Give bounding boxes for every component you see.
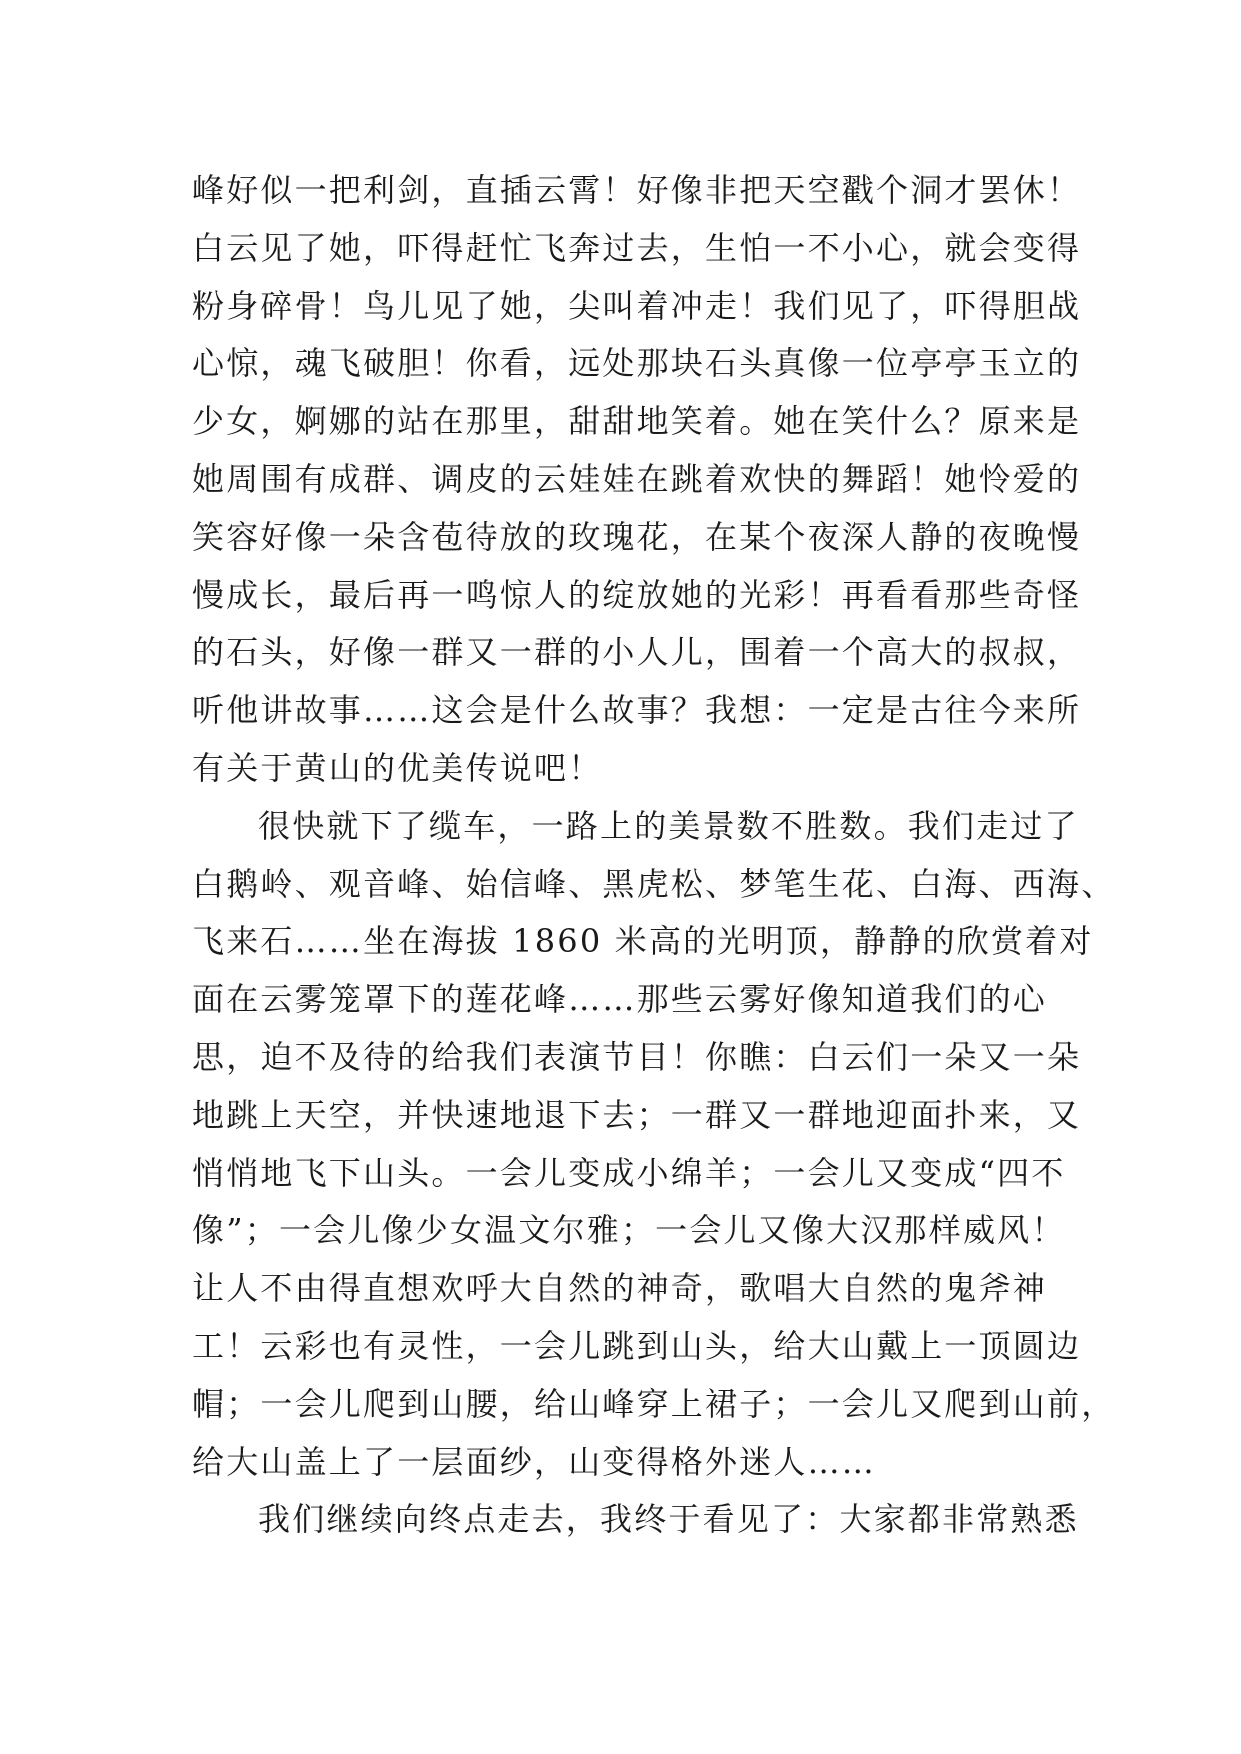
- text-line: 白鹅岭、观音峰、始信峰、黑虎松、梦笔生花、白海、西海、: [192, 864, 1116, 903]
- text-line: 慢成长，最后再一鸣惊人的绽放她的光彩！再看看那些奇怪: [192, 575, 1082, 614]
- text-line: 我们继续向终点走去，我终于看见了：大家都非常熟悉: [258, 1500, 1079, 1539]
- text-line: 思，迫不及待的给我们表演节目！你瞧：白云们一朵又一朵: [192, 1037, 1082, 1076]
- text-line: 笑容好像一朵含苞待放的玫瑰花，在某个夜深人静的夜晚慢: [192, 517, 1082, 556]
- text-line: 听他讲故事……这会是什么故事？我想：一定是古往今来所: [192, 691, 1082, 730]
- text-line: 她周围有成群、调皮的云娃娃在跳着欢快的舞蹈！她怜爱的: [192, 459, 1082, 498]
- text-line: 有关于黄山的优美传说吧！: [192, 748, 603, 787]
- text-line: 给大山盖上了一层面纱，山变得格外迷人……: [192, 1442, 877, 1481]
- text-line: 悄悄地飞下山头。一会儿变成小绵羊；一会儿又变成“四不: [192, 1153, 1066, 1192]
- text-line: 让人不由得直想欢呼大自然的神奇，歌唱大自然的鬼斧神: [192, 1269, 1048, 1308]
- text-line: 像”；一会儿像少女温文尔雅；一会儿又像大汉那样威风！: [192, 1211, 1066, 1250]
- text-line: 少女，婀娜的站在那里，甜甜地笑着。她在笑什么？原来是: [192, 402, 1082, 441]
- text-line: 面在云雾笼罩下的莲花峰……那些云雾好像知道我们的心: [192, 980, 1048, 1019]
- text-line: 的石头，好像一群又一群的小人儿，围着一个高大的叔叔，: [192, 633, 1082, 672]
- text-line: 峰好似一把利剑，直插云霄！好像非把天空戳个洞才罢休！: [192, 171, 1082, 209]
- text-line: 地跳上天空，并快速地退下去；一群又一群地迎面扑来，又: [192, 1095, 1082, 1134]
- text-line: 粉身碎骨！鸟儿见了她，尖叫着冲走！我们见了，吓得胆战: [192, 286, 1082, 325]
- text-line: 很快就下了缆车，一路上的美景数不胜数。我们走过了: [258, 806, 1079, 845]
- text-line: 心惊，魂飞破胆！你看，远处那块石头真像一位亭亭玉立的: [192, 344, 1082, 383]
- text-line: 白云见了她，吓得赶忙飞奔过去，生怕一不小心，就会变得: [192, 228, 1082, 267]
- text-line: 飞来石……坐在海拔 1860 米高的光明顶，静静的欣赏着对: [192, 922, 1094, 961]
- body-text: [192, 162, 1116, 1549]
- text-line: 帽；一会儿爬到山腰，给山峰穿上裙子；一会儿又爬到山前，: [192, 1384, 1116, 1423]
- text-line: 工！云彩也有灵性，一会儿跳到山头，给大山戴上一顶圆边: [192, 1326, 1082, 1365]
